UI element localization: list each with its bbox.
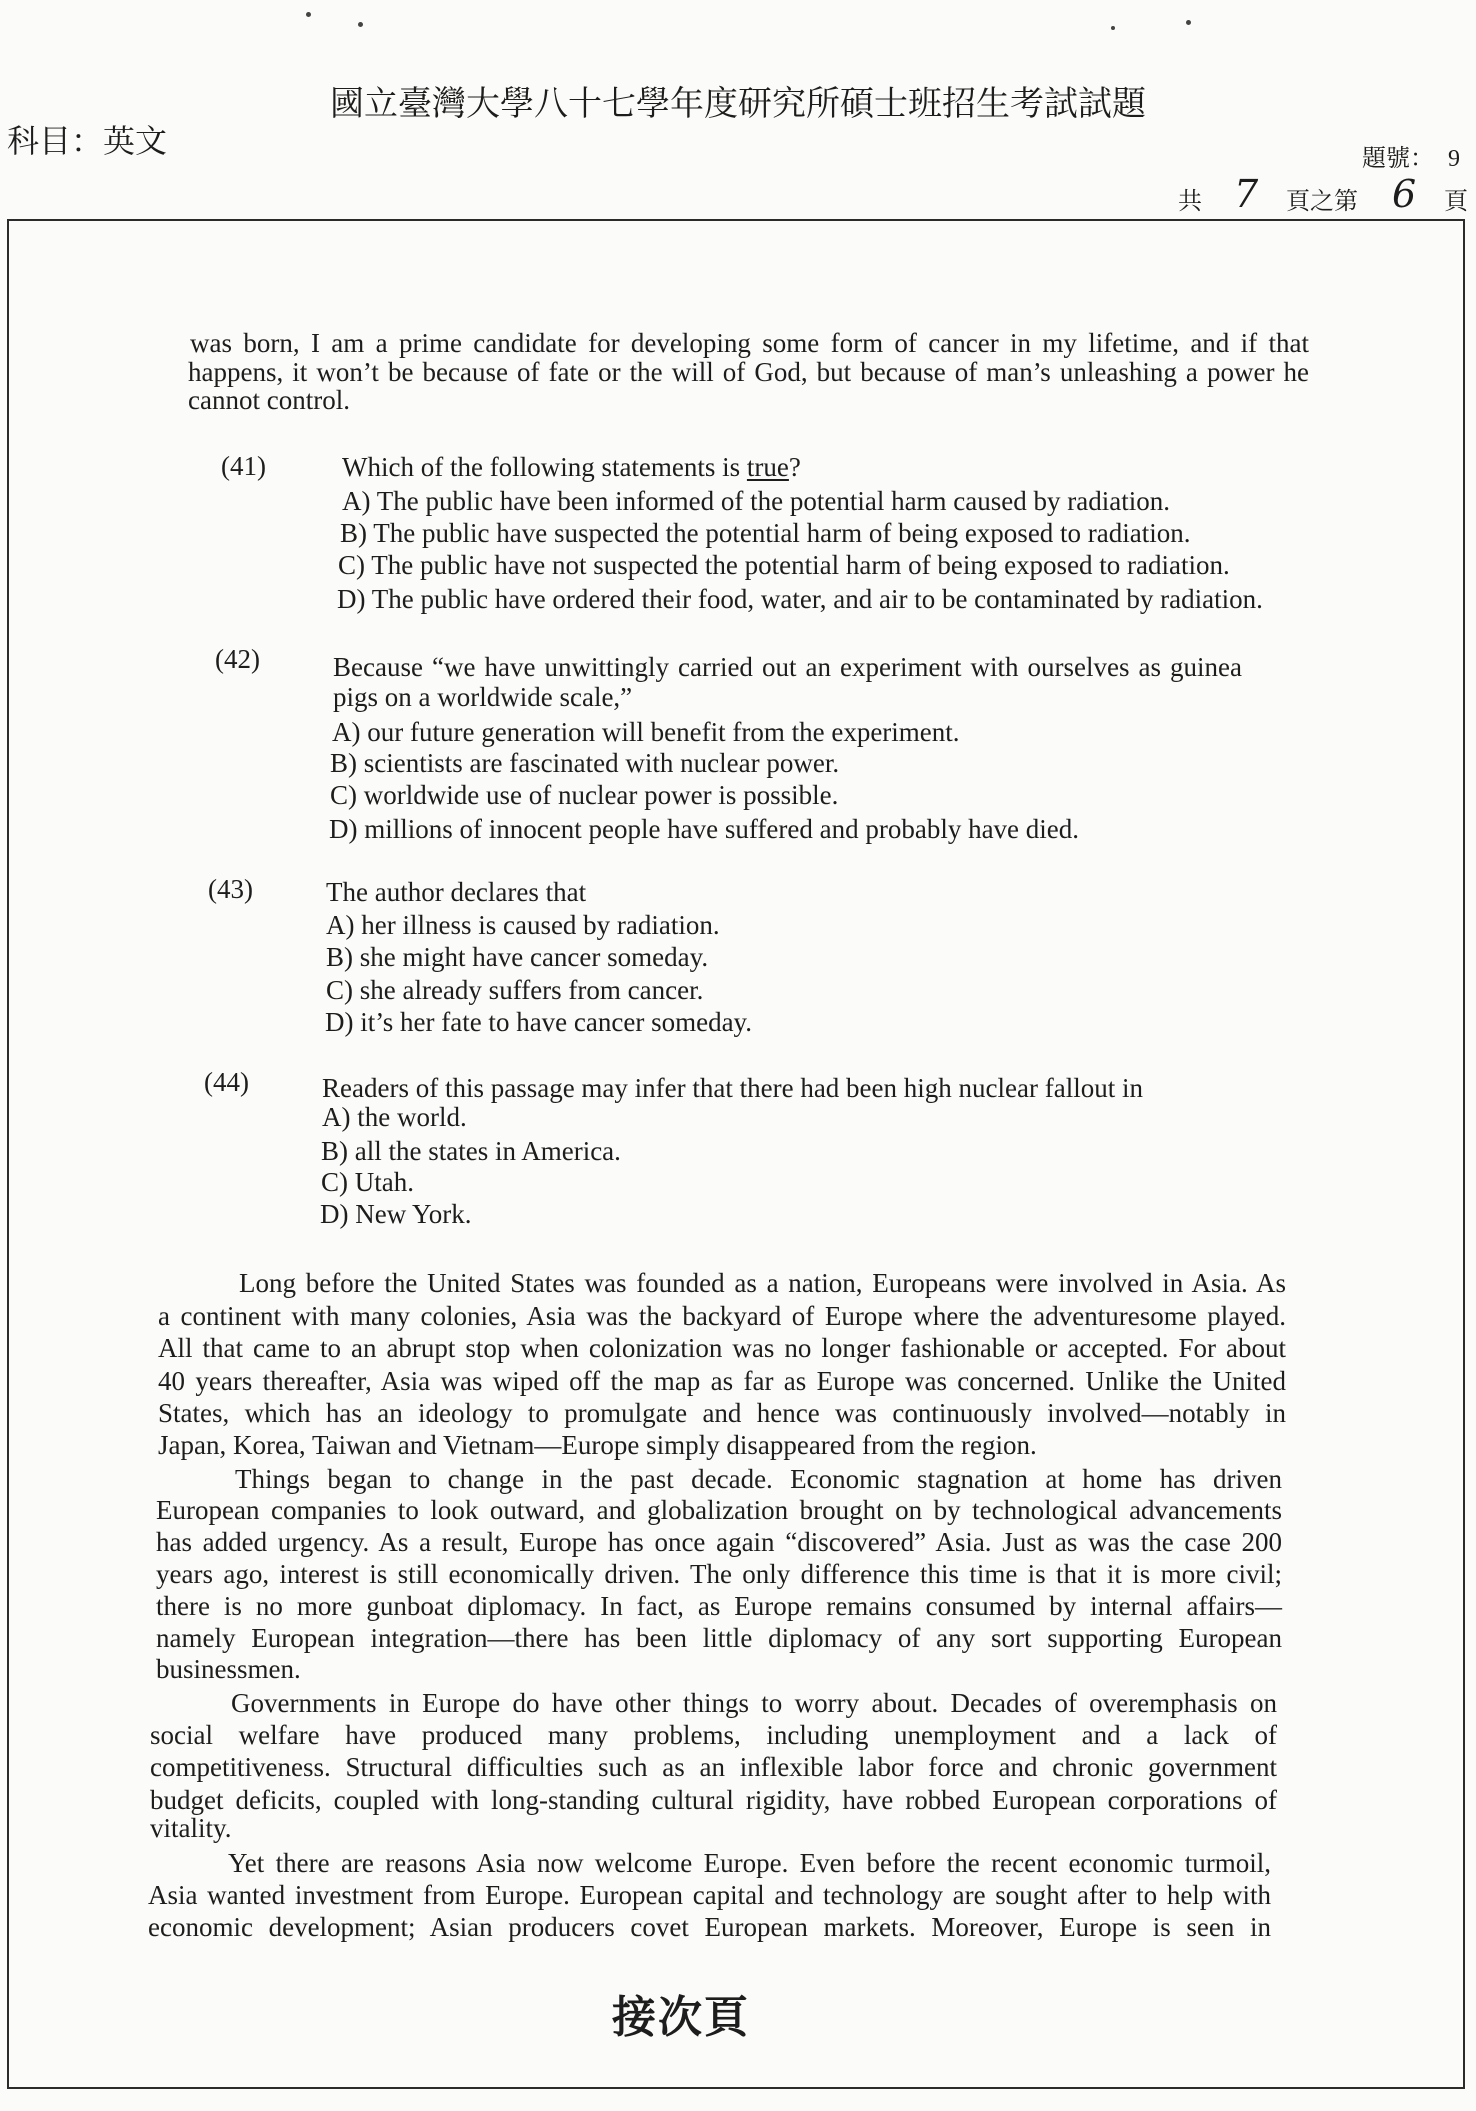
question-number: 9 — [1448, 146, 1460, 172]
option-c: C) she already suffers from cancer. — [326, 975, 704, 1005]
passage-line: Things began to change in the past decade. Economic stagnation at home has driven — [235, 1464, 1282, 1494]
option-b: B) all the states in America. — [321, 1136, 621, 1166]
passage-line: Yet there are reasons Asia now welcome Europe. Even before the recent economic turmoil, — [228, 1848, 1271, 1878]
passage-line: social welfare have produced many problems, including unemployment and a lack of — [150, 1720, 1277, 1750]
next-page-note: 接次頁 — [612, 1992, 750, 2043]
passage-line: years ago, interest is still economically driven. The only difference this time is that it is more civil; — [156, 1559, 1282, 1589]
page-count-total: 7 — [1234, 172, 1259, 216]
question-stem — [342, 451, 801, 483]
question-stem: The author declares that — [326, 877, 587, 907]
passage-line: budget deficits, coupled with long-standing cultural rigidity, have robbed European corporations of — [150, 1785, 1277, 1815]
passage-line: 40 years thereafter, Asia was wiped off the map as far as Europe was concerned. Unlike the United — [158, 1366, 1286, 1396]
continuation-line: cannot control. — [188, 385, 350, 415]
passage-line: has added urgency. As a result, Europe has once again “discovered” Asia. Just as was the case 200 — [156, 1527, 1282, 1557]
passage-line: All that came to an abrupt stop when colonization was no longer fashionable or accepted. For about — [158, 1333, 1286, 1363]
passage-line: Japan, Korea, Taiwan and Vietnam—Europe simply disappeared from the region. — [158, 1430, 1037, 1460]
question-stem: Readers of this passage may infer that there had been high nuclear fallout in — [322, 1073, 1143, 1103]
question-stem-emphasis: true — [746, 452, 789, 482]
question-number: (44) — [204, 1067, 249, 1097]
question-stem: Because “we have unwittingly carried out an experiment with ourselves as guinea — [333, 652, 1242, 682]
option-a: A) the world. — [322, 1102, 467, 1132]
question-number: (41) — [221, 451, 266, 481]
question-number: (43) — [208, 874, 253, 904]
page-count-suffix: 頁 — [1444, 187, 1468, 215]
question-stem-text: ? — [788, 452, 801, 482]
option-c: C) Utah. — [321, 1167, 414, 1197]
passage-line: namely European integration—there has been little diplomacy of any sort supporting European — [156, 1623, 1282, 1653]
subject-label: 科目：英文 — [7, 122, 168, 160]
passage-line: economic development; Asian producers covet European markets. Moreover, Europe is seen in — [148, 1912, 1271, 1942]
passage-line: competitiveness. Structural difficulties such as an inflexible labor force and chronic government — [150, 1752, 1277, 1782]
question-number-field — [1362, 144, 1460, 173]
passage-line: Governments in Europe do have other things to worry about. Decades of overemphasis on — [231, 1688, 1277, 1718]
scan-speck — [1186, 20, 1191, 25]
scan-speck — [358, 22, 363, 27]
page-count-middle: 頁之第 — [1286, 187, 1358, 215]
option-d: D) it’s her fate to have cancer someday. — [325, 1007, 753, 1037]
option-d: D) New York. — [320, 1199, 472, 1229]
page-title: 國立臺灣大學八十七學年度研究所碩士班招生考試試題 — [330, 84, 1146, 124]
option-b: B) she might have cancer someday. — [326, 942, 709, 972]
option-a: A) her illness is caused by radiation. — [326, 910, 720, 940]
option-d: D) The public have ordered their food, water, and air to be contaminated by radiation. — [337, 584, 1263, 614]
option-d: D) millions of innocent people have suffered and probably have died. — [329, 814, 1080, 844]
page-count-prefix: 共 — [1178, 187, 1202, 215]
passage-line: vitality. — [150, 1813, 232, 1843]
scan-speck — [1111, 26, 1115, 30]
passage-line: States, which has an ideology to promulgate and hence was continuously involved—notably in — [158, 1398, 1286, 1428]
passage-line: a continent with many colonies, Asia was the backyard of Europe where the adventuresome played. — [158, 1301, 1286, 1331]
page-count-current: 6 — [1392, 172, 1417, 216]
passage-line: Asia wanted investment from Europe. European capital and technology are sought after to help with — [148, 1880, 1271, 1910]
question-stem: pigs on a worldwide scale,” — [333, 682, 633, 712]
option-c: C) The public have not suspected the potential harm of being exposed to radiation. — [338, 550, 1230, 580]
scan-speck — [306, 12, 311, 17]
option-a: A) our future generation will benefit from the experiment. — [332, 717, 960, 747]
continuation-line: was born, I am a prime candidate for developing some form of cancer in my lifetime, and if that — [190, 328, 1309, 358]
option-c: C) worldwide use of nuclear power is possible. — [330, 780, 839, 810]
passage-line: Long before the United States was founded as a nation, Europeans were involved in Asia. As — [239, 1268, 1286, 1298]
question-number-label: 題號： — [1362, 144, 1434, 172]
option-b: B) The public have suspected the potential harm of being exposed to radiation. — [340, 518, 1191, 548]
question-number: (42) — [215, 644, 260, 674]
option-a: A) The public have been informed of the potential harm caused by radiation. — [342, 486, 1170, 516]
continuation-line: happens, it won’t be because of fate or the will of God, but because of man’s unleashing a power he — [188, 357, 1309, 387]
passage-line: there is no more gunboat diplomacy. In fact, as Europe remains consumed by internal affairs— — [156, 1591, 1282, 1621]
question-stem-text: Which of the following statements is — [342, 452, 747, 482]
passage-line: businessmen. — [156, 1654, 301, 1684]
option-b: B) scientists are fascinated with nuclear power. — [330, 748, 840, 778]
passage-line: European companies to look outward, and globalization brought on by technological advancements — [156, 1495, 1282, 1525]
